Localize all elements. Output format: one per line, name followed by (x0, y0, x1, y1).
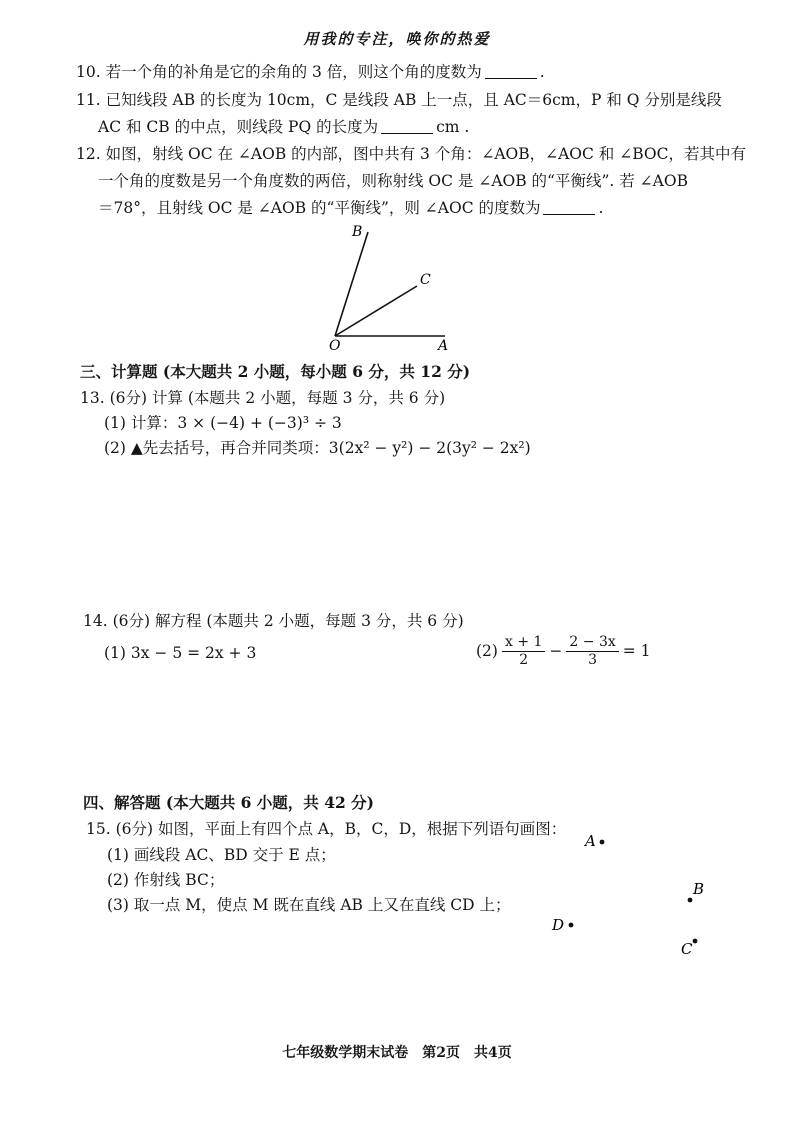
angle-figure (320, 222, 460, 352)
fraction-2-numerator: 2 − 3x (566, 634, 618, 652)
answer-blank-12[interactable] (543, 199, 595, 215)
section-4-title: 四、解答题 (本大题共 6 小题，共 42 分) (83, 793, 375, 812)
question-10 (76, 62, 545, 82)
points-figure (540, 820, 720, 970)
question-13-title: 13. (6分) 计算 (本题共 2 小题，每题 3 分，共 6 分) (80, 389, 446, 407)
question-10-text: 10. 若一个角的补角是它的余角的 3 倍，则这个角的度数为 (76, 63, 482, 81)
section-3-title: 三、计算题 (本大题共 2 小题，每小题 6 分，共 12 分) (80, 362, 471, 381)
question-14-part-2 (476, 634, 651, 669)
ray-ob (335, 232, 368, 336)
point-a-dot (600, 840, 605, 845)
question-12-line-1: 12. 如图，射线 OC 在 ∠AOB 的内部，图中共有 3 个角：∠AOB，∠AOC 和 ∠BOC，若其中有 (76, 145, 746, 163)
question-13-part-1: (1) 计算：3 × (−4) + (−3)³ ÷ 3 (104, 414, 342, 432)
question-14-part-1: (1) 3x − 5 = 2x + 3 (104, 644, 257, 662)
fraction-2 (566, 634, 618, 669)
question-11-text: AC 和 CB 的中点，则线段 PQ 的长度为 (98, 118, 379, 136)
label-o: O (329, 338, 341, 352)
fraction-1 (502, 634, 545, 669)
page-header-slogan: 用我的专注，唤你的热爱 (303, 30, 491, 48)
question-14-part-2-label: (2) (476, 642, 498, 660)
answer-blank-11[interactable] (381, 118, 433, 134)
question-15-part-1: (1) 画线段 AC、BD 交于 E 点； (107, 846, 336, 864)
question-10-end: . (539, 63, 545, 81)
question-13-part-2: (2) ▲先去括号，再合并同类项：3(2x² − y²) − 2(3y² − 2x²) (104, 439, 531, 457)
point-c-label: C (681, 940, 693, 958)
fraction-1-denominator: 2 (519, 652, 529, 668)
point-b-label: B (693, 880, 705, 898)
label-a: A (438, 338, 449, 352)
question-11-unit: cm . (436, 118, 470, 136)
question-12-line-2: 一个角的度数是另一个角度数的两倍，则称射线 OC 是 ∠AOB 的“平衡线”. 若 ∠AOB (98, 172, 688, 190)
point-a-label: A (585, 832, 596, 850)
label-b: B (352, 224, 363, 240)
point-d-dot (569, 923, 574, 928)
point-d-label: D (552, 916, 565, 934)
minus-sign: − (549, 642, 563, 660)
fraction-1-numerator: x + 1 (502, 634, 545, 652)
question-11-line-1: 11. 已知线段 AB 的长度为 10cm，C 是线段 AB 上一点，且 AC＝6cm，P 和 Q 分别是线段 (76, 91, 722, 109)
question-15-title: 15. (6分) 如图，平面上有四个点 A，B，C，D，根据下列语句画图： (86, 820, 567, 838)
question-12-text: ＝78°，且射线 OC 是 ∠AOB 的“平衡线”，则 ∠AOC 的度数为 (98, 199, 541, 217)
question-11-line-2 (98, 117, 469, 137)
point-b-dot (688, 898, 693, 903)
question-12-line-3 (98, 198, 603, 218)
equation-rhs: = 1 (622, 642, 651, 660)
question-12-end: . (598, 199, 604, 217)
question-14-title: 14. (6分) 解方程 (本题共 2 小题，每题 3 分，共 6 分) (83, 612, 464, 630)
label-c: C (420, 272, 431, 288)
point-c-dot (693, 939, 698, 944)
ray-oc (335, 286, 417, 336)
question-15-part-2: (2) 作射线 BC； (107, 871, 225, 889)
question-15-part-3: (3) 取一点 M，使点 M 既在直线 AB 上又在直线 CD 上； (107, 896, 511, 914)
fraction-2-denominator: 3 (588, 652, 598, 668)
page-footer: 七年级数学期末试卷 第2页 共4页 (282, 1045, 512, 1061)
answer-blank-10[interactable] (485, 63, 537, 79)
